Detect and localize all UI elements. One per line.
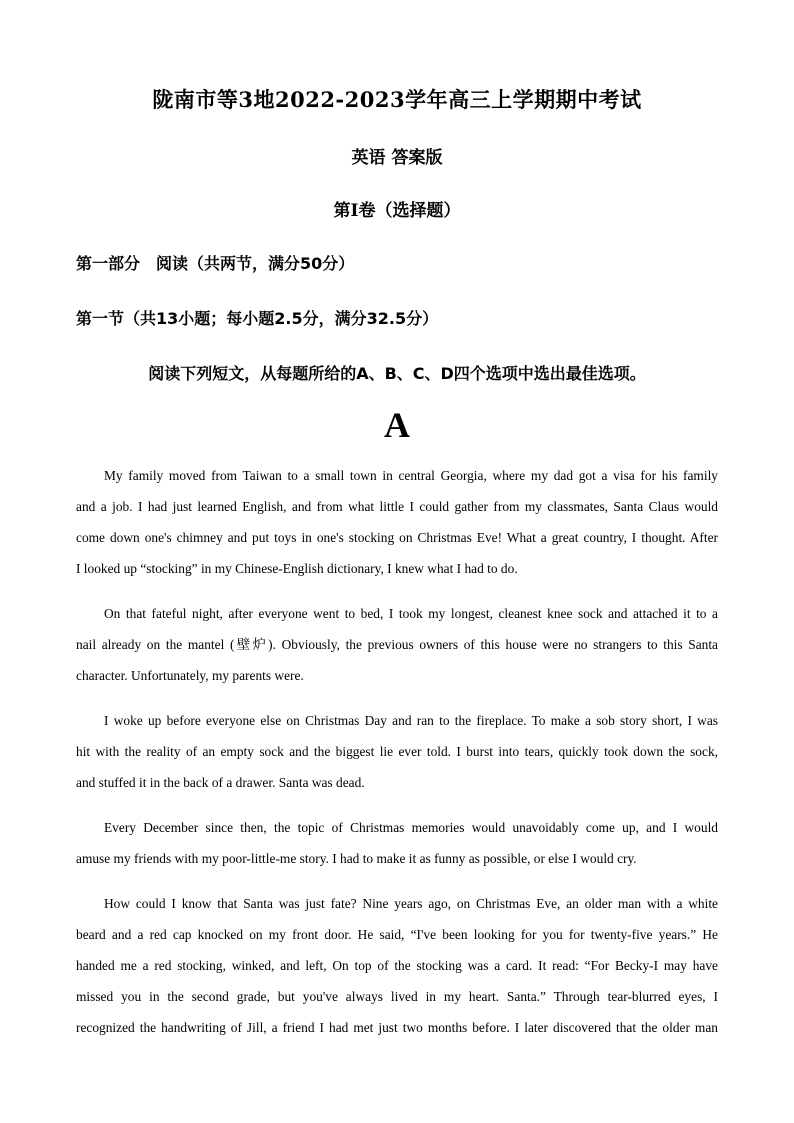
passage-line: On that fateful night, after everyone went to bed, I took my longest, cleanest knee sock and attached it to a (104, 606, 718, 621)
part-heading: 第一部分 阅读（共两节，满分50分） (76, 254, 355, 273)
volume-heading: 第Ⅰ卷（选择题） (333, 201, 461, 221)
passage-line: and stuffed it in the back of a drawer. Santa was dead. (76, 775, 365, 790)
exam-title: 陇南市等3地2022-2023学年高三上学期期中考试 (152, 87, 642, 112)
passage-line: I woke up before everyone else on Christmas Day and ran to the fireplace. To make a sob story short, I was (104, 713, 718, 728)
passage-line: handed me a red stocking, winked, and left, On top of the stocking was a card. It read: “For Becky-I may have (76, 958, 718, 973)
passage-line: Every December since then, the topic of Christmas memories would unavoidably come up, and I would (104, 820, 718, 835)
passage-line: character. Unfortunately, my parents were. (76, 668, 304, 683)
reading-instruction: 阅读下列短文，从每题所给的A、B、C、D四个选项中选出最佳选项。 (148, 364, 646, 383)
passage-line: amuse my friends with my poor-little-me story. I had to make it as funny as possible, or else I would cry. (76, 851, 637, 866)
passage-line: come down one's chimney and put toys in one's stocking on Christmas Eve! What a great country, I thought. After (76, 530, 718, 545)
passage-line: missed you in the second grade, but you've always lived in my heart. Santa.” Through tear-blurred eyes, I (76, 989, 718, 1004)
passage-line: hit with the reality of an empty sock and the biggest lie ever told. I burst into tears, quickly took down the sock, (76, 744, 718, 759)
passage-line: I looked up “stocking” in my Chinese-English dictionary, I knew what I had to do. (76, 561, 518, 576)
section-heading: 第一节（共13小题；每小题2.5分，满分32.5分） (76, 309, 439, 328)
passage-letter: A (384, 405, 410, 445)
passage-line: My family moved from Taiwan to a small town in central Georgia, where my dad got a visa for his family (104, 468, 718, 483)
passage-line: nail already on the mantel (壁炉). Obviously, the previous owners of this house were no strangers to this Santa (76, 637, 718, 652)
exam-subtitle: 英语 答案版 (351, 148, 443, 168)
passage-line: and a job. I had just learned English, and from what little I could gather from my classmates, Santa Claus would (76, 499, 718, 514)
passage-line: beard and a red cap knocked on my front door. He said, “I've been looking for you for twenty-five years.” He (76, 927, 718, 942)
passage-line: recognized the handwriting of Jill, a friend I had met just two months before. I later discovered that the older man (76, 1020, 718, 1035)
passage-line: How could I know that Santa was just fate? Nine years ago, on Christmas Eve, an older man with a white (104, 896, 718, 911)
